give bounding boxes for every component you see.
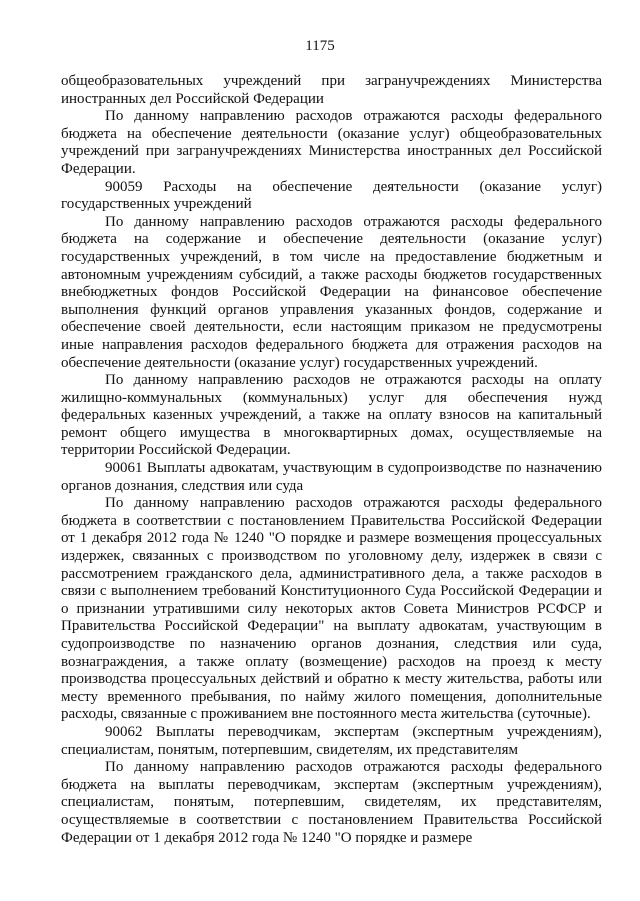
paragraph-heading-90062: 90062 Выплаты переводчикам, экспертам (экспертным учреждениям), специалистам, понятым, потерпевшим, свидетелям, их представителям: [61, 723, 602, 758]
document-body: [61, 73, 602, 847]
paragraph-heading-90059: 90059 Расходы на обеспечение деятельности (оказание услуг) государственных учреждений: [61, 178, 602, 213]
page-number: 1175: [305, 38, 335, 54]
paragraph-heading-90061: 90061 Выплаты адвокатам, участвующим в судопроизводстве по назначению органов дознания, следствия или суда: [61, 460, 602, 494]
paragraph-body-truncated: По данному направлению расходов отражаются расходы федерального бюджета на выплаты переводчикам, экспертам (экспертным учреждениям), специалистам, понятым, потерпевшим, свидетелям, их представителям, осуществляемые в соответствии с постановлением Правительства Российской Федерации от 1 декабря 2012 года № 1240 "О порядке и размере: [61, 759, 602, 846]
paragraph-body: По данному направлению расходов отражаются расходы федерального бюджета на содержание и обеспечение деятельности (оказание услуг) государственных учреждений, в том числе на предоставление бюджетным и автономным учреждениям субсидий, а также расходы бюджетов государственных внебюджетных фондов Российской Федерации на финансовое обеспечение выполнения функций органов управления указанных фондов, содержание и обеспечение своей деятельности, если настоящим приказом не предусмотрены иные направления расходов федерального бюджета для отражения расходов на обеспечение деятельности (оказание услуг) государственных учреждений.: [61, 213, 602, 371]
paragraph-body: По данному направлению расходов отражаются расходы федерального бюджета на обеспечение деятельности (оказание услуг) общеобразовательных учреждений при загранучреждениях Министерства иностранных дел Российской Федерации.: [61, 108, 602, 177]
paragraph-continuation: общеобразовательных учреждений при загранучреждениях Министерства иностранных дел Российской Федерации: [61, 73, 602, 107]
paragraph-body: По данному направлению расходов отражаются расходы федерального бюджета в соответствии с постановлением Правительства Российской Федерации от 1 декабря 2012 года № 1240 "О порядке и размере возмещения процессуальных издержек, связанных с производством по уголовному делу, издержек в связи с рассмотрением гражданского дела, административного дела, а также расходов в связи с выполнением требований Конституционного Суда Российской Федерации и о признании утратившими силу некоторых актов Совета Министров РСФСР и Правительства Российской Федерации" на выплату адвокатам, участвующим в судопроизводстве по назначению органов дознания, следствия или суда, вознаграждения, а также оплату (возмещение) расходов на проезд к месту производства процессуальных действий и обратно к месту жительства, работы или месту временного пребывания, по найму жилого помещения, дополнительные расходы, связанные с проживанием вне постоянного места жительства (суточные).: [61, 495, 602, 723]
paragraph-body: По данному направлению расходов не отражаются расходы на оплату жилищно-коммунальных (коммунальных) услуг для обеспечения нужд федеральных казенных учреждений, а также на оплату взносов на капитальный ремонт общего имущества в многоквартирных домах, осуществляемые на территории Российской Федерации.: [61, 372, 602, 459]
